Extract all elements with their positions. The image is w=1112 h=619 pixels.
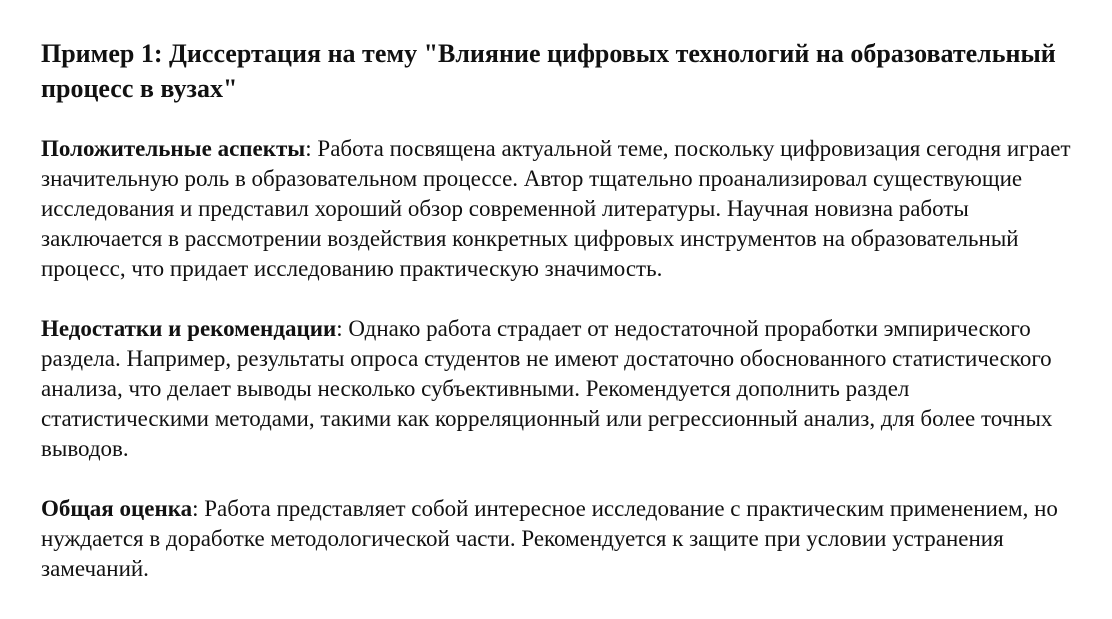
section-positive-aspects [41, 134, 1081, 284]
section-text: Работа посвящена актуальной теме, поскольку цифровизация сегодня играет значительную роль в образовательном процессе. Автор тщательно проанализировал существующие исследования и представил хороший обзор современной литературы. Научная новизна работы заключается в рассмотрении воздействия конкретных цифровых инструментов на образовательный процесс, что придает исследованию практическую значимость. [41, 136, 1071, 281]
section-heading: Общая оценка [41, 496, 193, 521]
section-separator: : [192, 496, 199, 521]
section-overall-assessment [41, 494, 1081, 584]
section-separator: : [305, 136, 312, 161]
section-text: Однако работа страдает от недостаточной проработки эмпирического раздела. Например, результаты опроса студентов не имеют достаточно обоснованного статистического анализа, что делает выводы несколько субъективными. Рекомендуется дополнить раздел статистическими методами, такими как корреляционный или регрессионный анализ, для более точных выводов. [41, 316, 1053, 461]
document-page [41, 36, 1081, 614]
section-text: Работа представляет собой интересное исследование с практическим применением, но нуждается в доработке методологической части. Рекомендуется к защите при условии устранения замечаний. [41, 496, 1058, 581]
section-heading: Положительные аспекты [41, 136, 306, 161]
section-separator: : [336, 316, 343, 341]
document-title: Пример 1: Диссертация на тему "Влияние цифровых технологий на образовательный процесс в вузах" [41, 39, 1056, 103]
section-heading: Недостатки и рекомендации [41, 316, 337, 341]
section-drawbacks-recommendations [41, 314, 1081, 464]
